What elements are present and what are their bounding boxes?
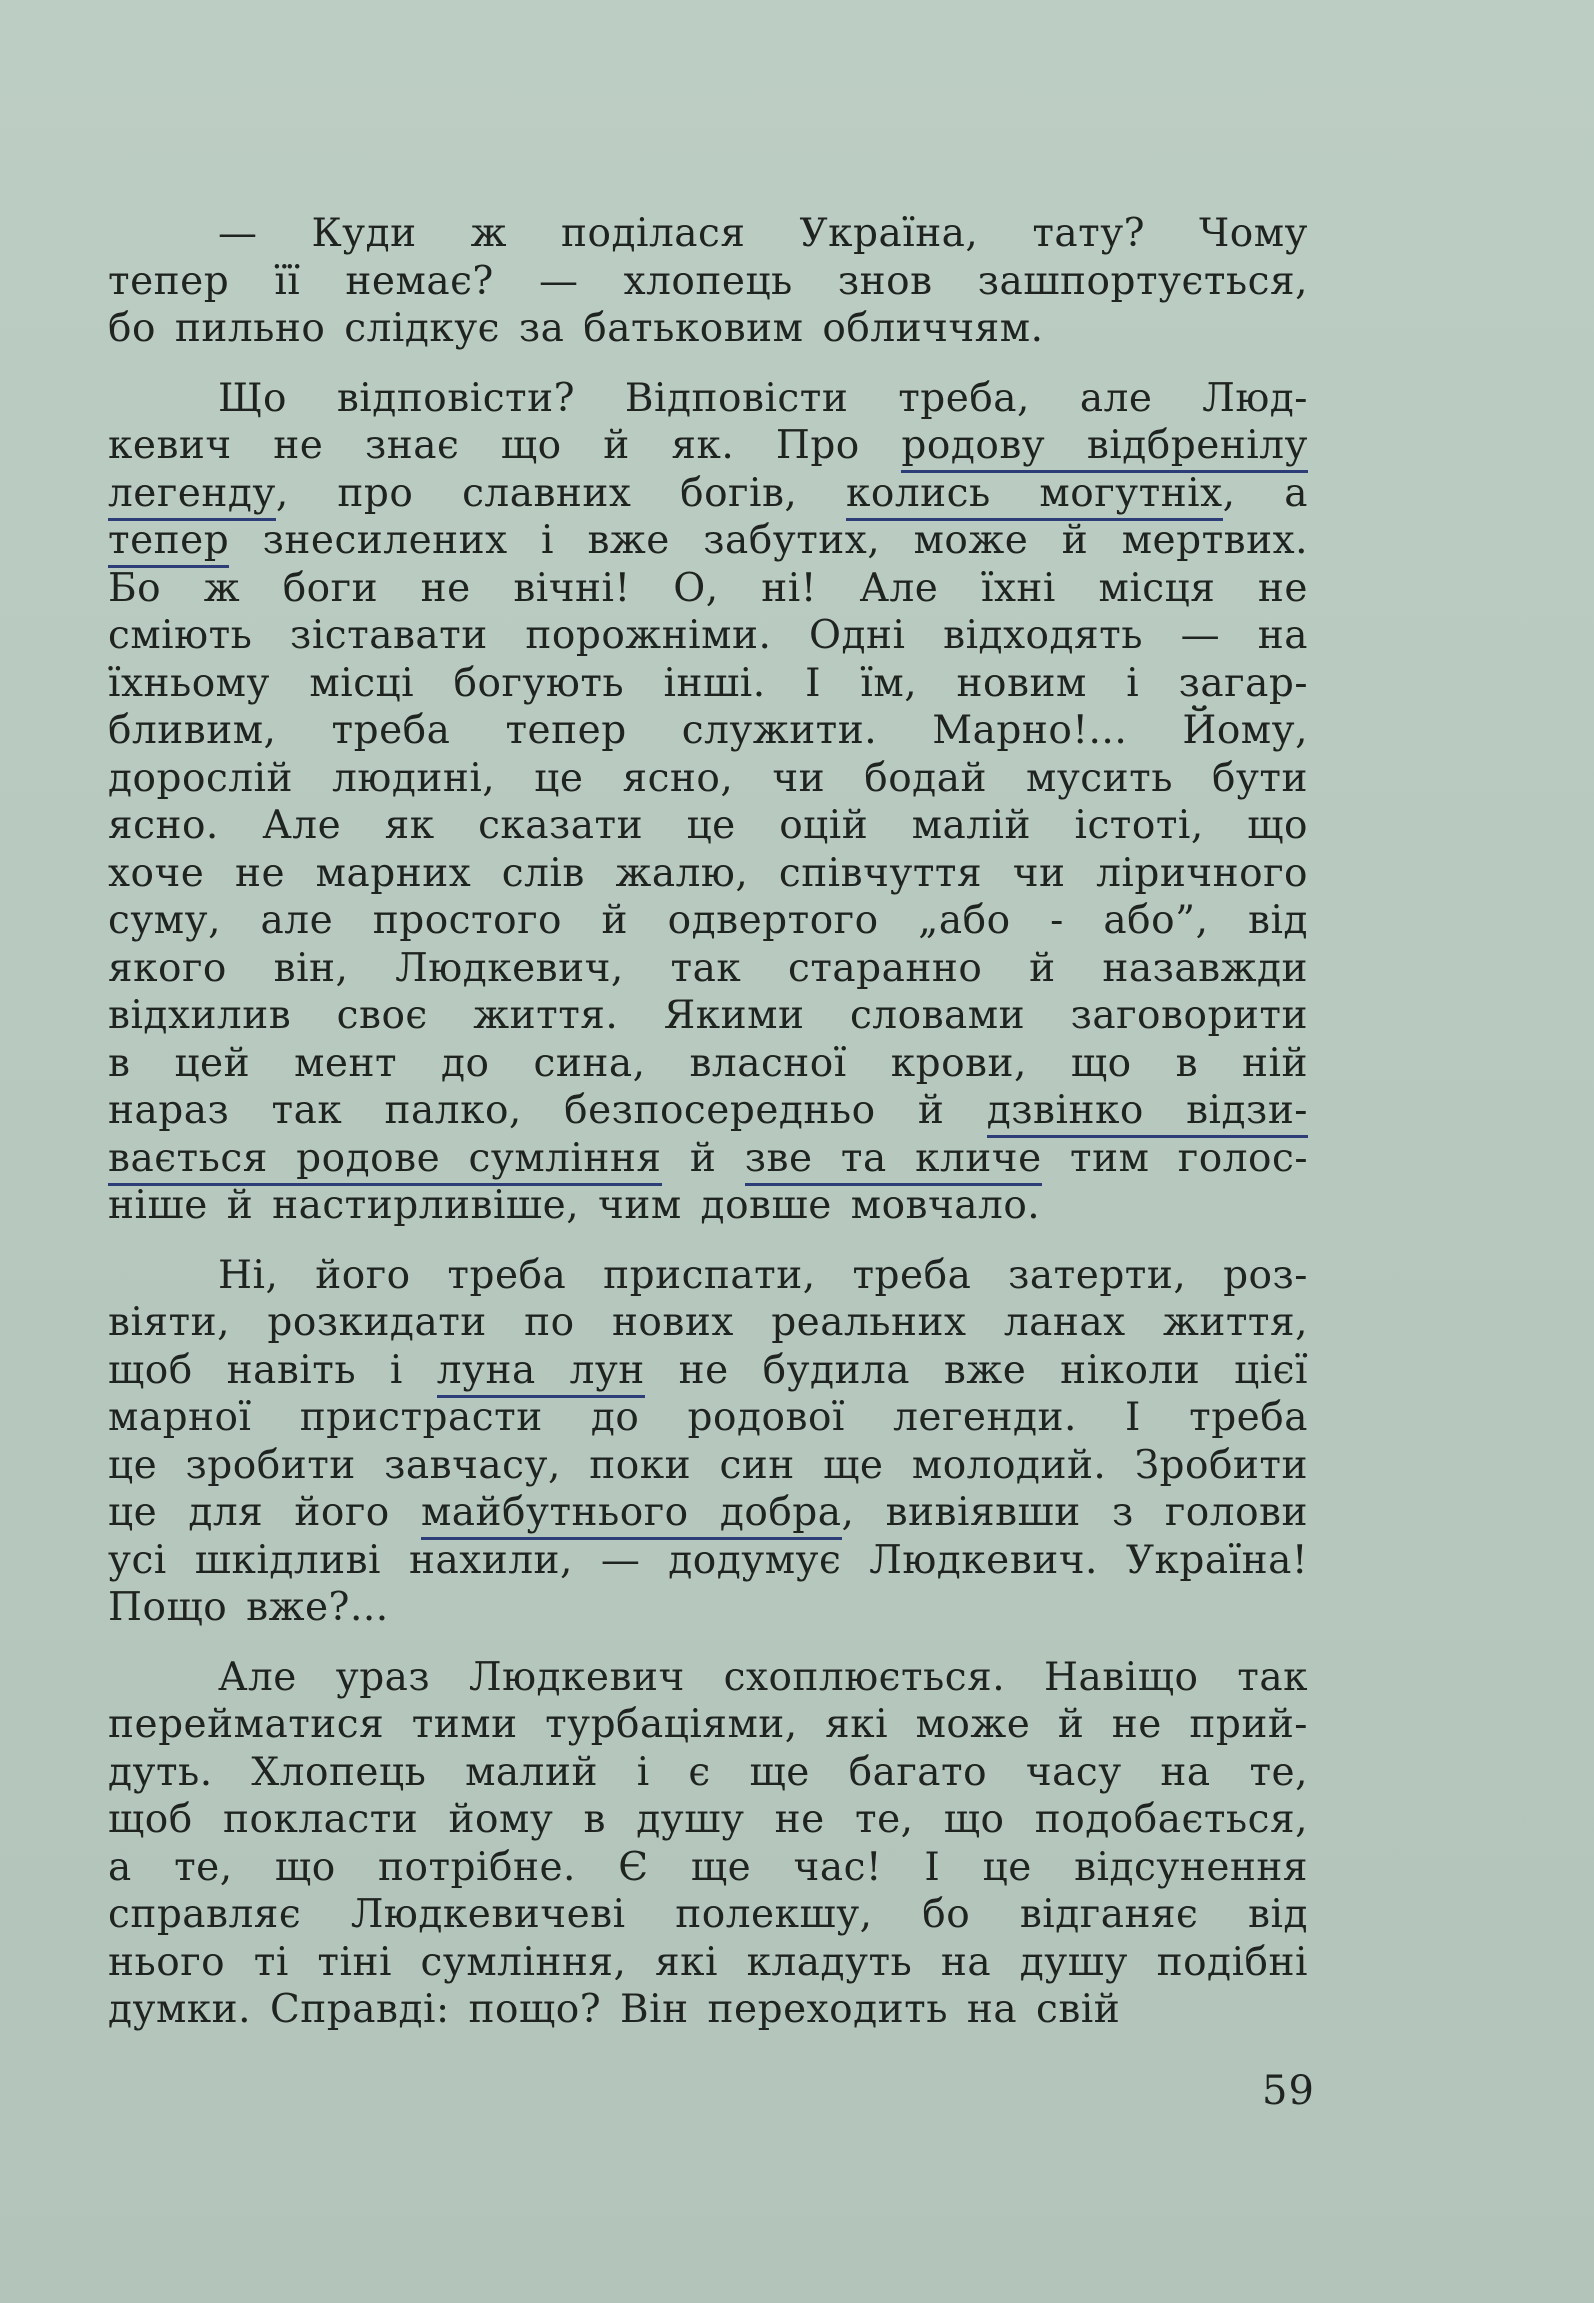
text-line: бливим, треба тепер служити. Марно!... Йому,	[108, 708, 1308, 753]
text-line: марної пристрасти до родової легенди. І треба	[108, 1395, 1308, 1440]
text-line: справляє Людкевичеві полекшу, бо відганяє від	[108, 1892, 1308, 1937]
paragraph	[108, 375, 1308, 1230]
text-line: це для його майбутнього добра, вивіявши з голови	[108, 1489, 1308, 1537]
text-line: вається родове сумління й зве та кличе тим голос-	[108, 1135, 1308, 1183]
text-line: Ні, його треба приспати, треба затерти, роз-	[218, 1252, 1308, 1298]
pencil-underline: родову відбренілу	[901, 423, 1308, 473]
text-line: Але ураз Людкевич схоплюється. Навіщо так	[218, 1654, 1308, 1700]
paragraph	[108, 210, 1308, 353]
text-line: суму, але простого й одвертого „або - або”, від	[108, 898, 1308, 943]
paragraph	[108, 1252, 1308, 1632]
text-line: дуть. Хлопець малий і є ще багато часу на те,	[108, 1749, 1308, 1795]
text-line: кевич не знає що й як. Про родову відбренілу	[108, 422, 1308, 470]
text-line: сміють зіставати порожніми. Одні відходять — на	[108, 613, 1308, 658]
text-line: ясно. Але як сказати це оцій малій істоті, що	[108, 803, 1308, 848]
text-line: тепер її немає? — хлопець знов зашпортується,	[108, 258, 1308, 304]
text-line: перейматися тими турбаціями, які може й не прий-	[108, 1702, 1308, 1747]
text-line: щоб навіть і луна лун не будила вже ніколи цієї	[108, 1347, 1308, 1395]
body-text	[108, 210, 1308, 2056]
text-line: усі шкідливі нахили, — додумує Людкевич. Україна!	[108, 1537, 1308, 1583]
text-line: Пощо вже?...	[108, 1585, 389, 1630]
text-line: тепер знесилених і вже забутих, може й мертвих.	[108, 517, 1308, 565]
text-line: — Куди ж поділася Україна, тату? Чому	[218, 211, 1308, 256]
text-line: їхньому місці богують інші. І їм, новим і загар-	[108, 660, 1308, 706]
pencil-underline: колись могутніх	[846, 471, 1223, 521]
text-line: нараз так палко, безпосередньо й дзвінко відзи-	[108, 1087, 1308, 1135]
text-line: думки. Справді: пощо? Він переходить на свій	[108, 1987, 1121, 2032]
text-line: дорослій людині, це ясно, чи бодай мусить бути	[108, 755, 1308, 801]
pencil-underline: майбутнього добра	[421, 1490, 842, 1540]
text-line: щоб покласти йому в душу не те, що подобається,	[108, 1797, 1308, 1842]
text-line: якого він, Людкевич, так старанно й назавжди	[108, 945, 1308, 991]
text-line: бо пильно слідкує за батьковим обличчям.	[108, 306, 1044, 351]
pencil-underline: дзвінко відзи-	[987, 1088, 1308, 1138]
text-line: це зробити завчасу, поки син ще молодий. Зробити	[108, 1442, 1308, 1488]
pencil-underline: легенду	[108, 471, 276, 521]
pencil-underline: вається родове сумління	[108, 1136, 662, 1186]
text-line: Що відповісти? Відповісти треба, але Люд-	[218, 375, 1308, 421]
text-line: ніше й настирливіше, чим довше мовчало.	[108, 1183, 1041, 1228]
text-line: відхилив своє життя. Якими словами заговорити	[108, 993, 1308, 1038]
text-line: в цей мент до сина, власної крови, що в ній	[108, 1040, 1308, 1086]
pencil-underline: луна лун	[437, 1348, 645, 1398]
pencil-underline: зве та кличе	[745, 1136, 1042, 1186]
text-line: хоче не марних слів жалю, співчуття чи ліричного	[108, 850, 1308, 896]
text-line: нього ті тіні сумління, які кладуть на душу подібні	[108, 1939, 1308, 1985]
page-number: 59	[1262, 2068, 1315, 2114]
paragraph	[108, 1654, 1308, 2034]
text-line: віяти, розкидати по нових реальних ланах життя,	[108, 1300, 1308, 1345]
pencil-underline: тепер	[108, 518, 229, 568]
text-line: легенду, про славних богів, колись могутніх, а	[108, 470, 1308, 518]
text-line: а те, що потрібне. Є ще час! І це відсунення	[108, 1844, 1308, 1890]
text-line: Бо ж боги не вічні! О, ні! Але їхні місця не	[108, 565, 1308, 611]
